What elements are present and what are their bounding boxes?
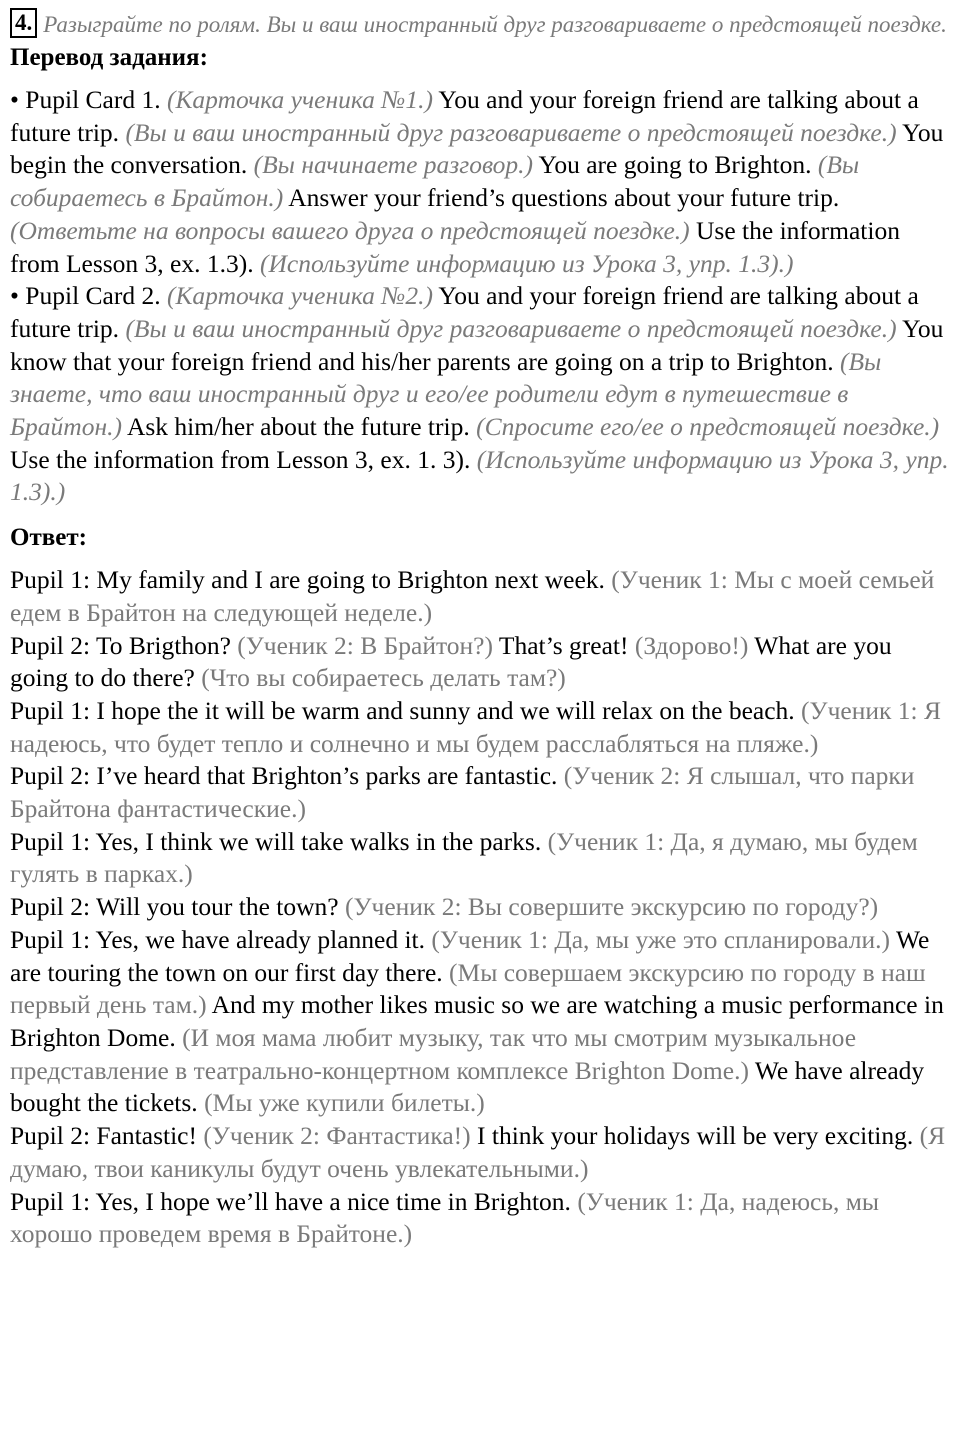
- english-text: You know that your foreign friend and his/her parents are going on a trip to Brighton.: [10, 313, 944, 376]
- task-header: [10, 8, 954, 41]
- english-text: Pupil 1: Yes, I think we will take walks in the parks.: [10, 826, 542, 856]
- dialogue-line: [10, 630, 954, 695]
- dialogue-line: [10, 826, 954, 891]
- dialogue-line: [10, 1120, 954, 1185]
- english-text: Pupil 2: Will you tour the town?: [10, 892, 339, 922]
- task-instruction: Разыграйте по ролям. Вы и ваш иностранный друг разговариваете о предстоящей поездке.: [43, 12, 947, 37]
- russian-translation: (Карточка ученика №2.): [166, 281, 433, 311]
- dialogue-line: [10, 891, 954, 924]
- pupil-card: [10, 280, 954, 509]
- russian-translation: (Мы уже купили билеты.): [204, 1088, 485, 1118]
- russian-translation: (Что вы собираетесь делать там?): [201, 663, 566, 693]
- russian-translation: (Ученик 2: В Брайтон?): [237, 630, 493, 660]
- english-text: Use the information from Lesson 3, ex. 1. 3).: [10, 444, 471, 474]
- english-text: Pupil 1: Yes, I hope we’ll have a nice time in Brighton.: [10, 1186, 571, 1216]
- russian-translation: (Ученик 2: Фантастика!): [203, 1121, 471, 1151]
- russian-translation: (Ученик 2: Вы совершите экскурсию по городу?): [344, 892, 879, 922]
- russian-translation: (Вы собираетесь в Брайтон.): [10, 150, 860, 213]
- russian-translation: (И моя мама любит музыку, так что мы смотрим музыкальное представление в театрально-концертном комплексе Brighton Dome.): [10, 1022, 857, 1085]
- dialogue-line: [10, 695, 954, 760]
- english-text: I think your holidays will be very exciting.: [477, 1121, 914, 1151]
- dialogue-line: [10, 564, 954, 629]
- english-text: • Pupil Card 2.: [10, 281, 161, 311]
- english-text: That’s great!: [498, 630, 629, 660]
- english-text: We are touring the town on our first day there.: [10, 924, 930, 987]
- pupil-card: [10, 84, 954, 280]
- english-text: You and your foreign friend are talking about a future trip.: [10, 85, 919, 147]
- russian-translation: (Ответьте на вопросы вашего друга о предстоящей поездке.): [10, 215, 690, 245]
- russian-translation: (Вы и ваш иностранный друг разговариваете о предстоящей поездке.): [125, 117, 897, 147]
- task-cards: [10, 84, 954, 509]
- russian-translation: (Ученик 1: Да, надеюсь, мы хорошо проведем время в Брайтоне.): [10, 1186, 880, 1249]
- english-text: You and your foreign friend are talking about a future trip.: [10, 281, 919, 343]
- english-text: And my mother likes music so we are watching a music performance in Brighton Dome.: [10, 990, 944, 1052]
- english-text: Pupil 2: To Brigthon?: [10, 630, 231, 660]
- russian-translation: (Ученик 1: Я надеюсь, что будет тепло и солнечно и мы будем расслабляться на пляже.): [10, 695, 941, 758]
- russian-translation: (Я думаю, твои каникулы будут очень увлекательными.): [10, 1121, 946, 1183]
- russian-translation: (Ученик 1: Да, я думаю, мы будем гулять в парках.): [10, 826, 918, 889]
- task-number-badge: 4.: [10, 8, 37, 38]
- russian-translation: (Используйте информацию из Урока 3, упр. 1.3).): [10, 444, 949, 507]
- dialogue: [10, 564, 954, 1251]
- english-text: Answer your friend’s questions about your future trip.: [288, 183, 840, 213]
- dialogue-line: [10, 760, 954, 825]
- english-text: Pupil 2: Fantastic!: [10, 1121, 197, 1151]
- russian-translation: (Здорово!): [634, 630, 749, 660]
- russian-translation: (Вы начинаете разговор.): [253, 150, 534, 180]
- english-text: Pupil 1: I hope the it will be warm and sunny and we will relax on the beach.: [10, 695, 795, 725]
- answer-heading: Ответ:: [10, 524, 87, 552]
- dialogue-line: [10, 1186, 954, 1251]
- russian-translation: (Спросите его/ее о предстоящей поездке.): [476, 412, 940, 442]
- russian-translation: (Мы совершаем экскурсию по городу в наш первый день там.): [10, 957, 926, 1020]
- english-text: • Pupil Card 1.: [10, 85, 161, 114]
- english-text: What are you going to do there?: [10, 630, 892, 693]
- english-text: We have already bought the tickets.: [10, 1055, 925, 1118]
- russian-translation: (Используйте информацию из Урока 3, упр. 1.3).): [260, 248, 794, 278]
- russian-translation: (Карточка ученика №1.): [166, 85, 433, 114]
- english-text: Pupil 1: My family and I are going to Brighton next week.: [10, 565, 605, 595]
- dialogue-line: [10, 924, 954, 1120]
- english-text: Ask him/her about the future trip.: [126, 412, 470, 442]
- russian-translation: (Ученик 1: Да, мы уже это спланировали.): [431, 924, 891, 954]
- english-text: You are going to Brighton.: [538, 150, 812, 180]
- russian-translation: (Вы и ваш иностранный друг разговариваете о предстоящей поездке.): [125, 313, 897, 343]
- russian-translation: (Ученик 2: Я слышал, что парки Брайтона фантастические.): [10, 761, 915, 824]
- russian-translation: (Ученик 1: Мы с моей семьей едем в Брайтон на следующей неделе.): [10, 565, 935, 627]
- english-text: You begin the conversation.: [10, 117, 944, 180]
- english-text: Pupil 2: I’ve heard that Brighton’s parks are fantastic.: [10, 761, 558, 791]
- english-text: Use the information from Lesson 3, ex. 1.3).: [10, 215, 900, 278]
- russian-translation: (Вы знаете, что ваш иностранный друг и его/ее родители едут в путешествие в Брайтон.): [10, 346, 882, 442]
- translation-heading: Перевод задания:: [10, 44, 208, 71]
- english-text: Pupil 1: Yes, we have already planned it.: [10, 924, 426, 954]
